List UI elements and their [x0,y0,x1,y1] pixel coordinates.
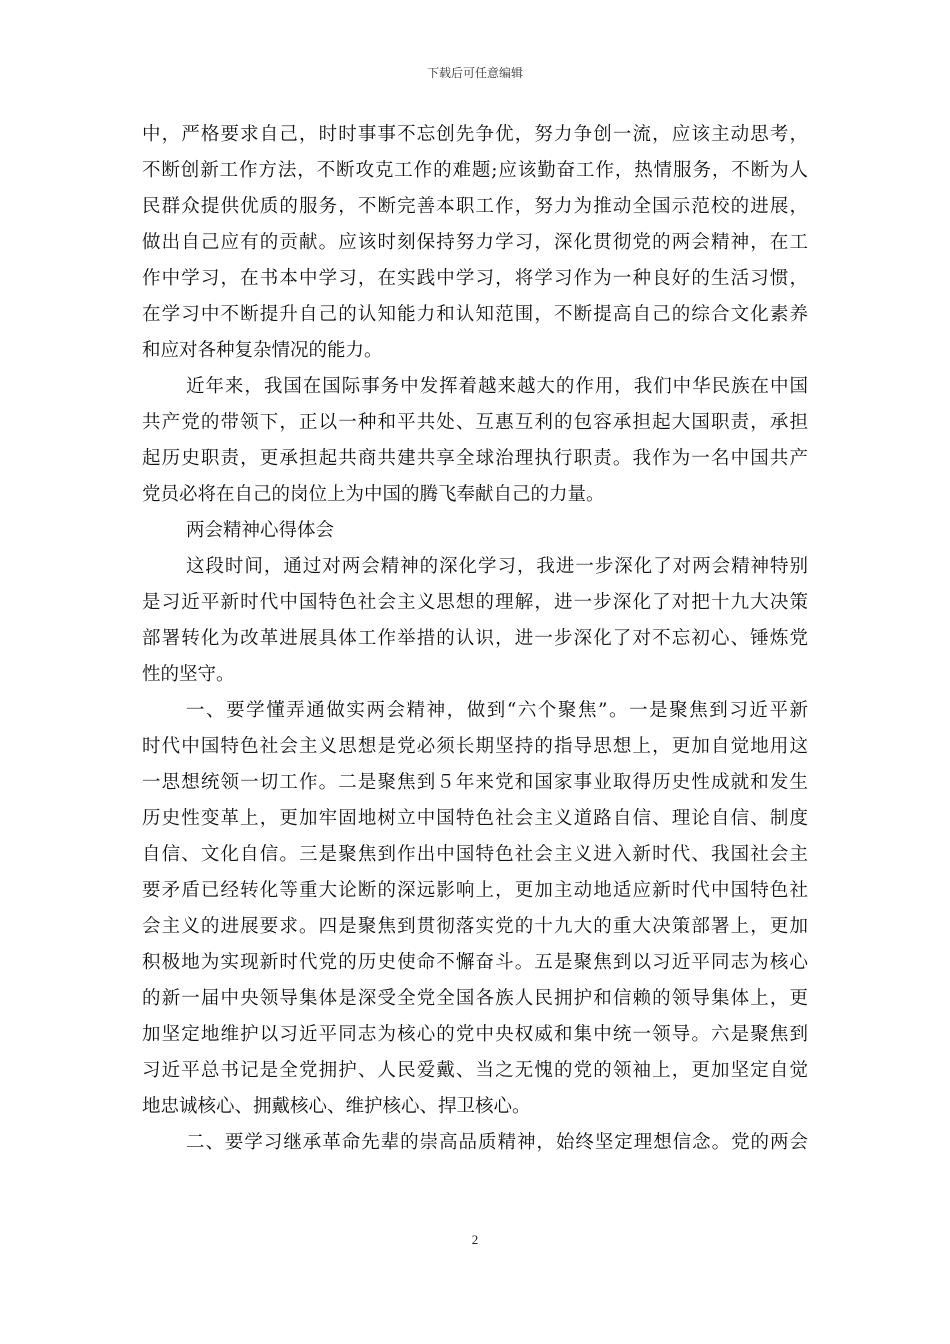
document-body [142,117,808,1161]
text-line: 一、要学懂弄通做实两会精神，做到“六个聚焦”。一是聚焦到习近平新 [186,700,808,721]
paragraph-international-role [142,369,808,513]
text-line: 部署转化为改革进展具体工作举措的认识，进一步深化了对不忘初心、锤炼党 [142,628,808,649]
heading-text: 两会精神心得体会 [186,520,335,541]
page-number: 2 [471,1232,479,1247]
paragraph-study-intro [142,549,808,693]
text-line: 自信、文化自信。三是聚焦到作出中国特色社会主义进入新时代、我国社会主 [142,844,808,865]
text-line: 加坚定地维护以习近平同志为核心的党中央权威和集中统一领导。六是聚焦到 [142,1024,808,1045]
paragraph-revolutionary-spirit [142,1125,808,1161]
text-line: 做出自己应有的贡献。应该时刻保持努力学习，深化贯彻党的两会精神，在工 [142,232,808,253]
section-heading [142,513,808,549]
page-header: 下载后可任意编辑 [426,66,523,80]
text-line: 中，严格要求自己，时时事事不忘创先争优，努力争创一流，应该主动思考， [142,124,808,145]
text-line: 性的坚守。 [142,664,235,685]
text-line: 是习近平新时代中国特色社会主义思想的理解，进一步深化了对把十九大决策 [142,592,808,613]
text-line: 近年来，我国在国际事务中发挥着越来越大的作用，我们中华民族在中国 [186,376,808,397]
text-line: 地忠诚核心、拥戴核心、维护核心、捍卫核心。 [142,1096,531,1117]
text-line: 历史性变革上，更加牢固地树立中国特色社会主义道路自信、理论自信、制度 [142,808,808,829]
text-line: 民群众提供优质的服务，不断完善本职工作，努力为推动全国示范校的进展， [142,196,808,217]
text-line: 党员必将在自己的岗位上为中国的腾飞奉献自己的力量。 [142,484,605,505]
text-line: 习近平总书记是全党拥护、人民爱戴、当之无愧的党的领袖上，更加坚定自觉 [142,1060,808,1081]
text-line: 时代中国特色社会主义思想是党必须长期坚持的指导思想上，更加自觉地用这 [142,736,808,757]
text-line: 二、要学习继承革命先辈的崇高品质精神，始终坚定理想信念。党的两会 [186,1132,808,1153]
text-line: 要矛盾已经转化等重大论断的深远影响上，更加主动地适应新时代中国特色社 [142,880,808,901]
text-line: 这段时间，通过对两会精神的深化学习，我进一步深化了对两会精神特别 [186,556,808,577]
text-line: 一思想统领一切工作。二是聚焦到５年来党和国家事业取得历史性成就和发生 [142,772,808,793]
paragraph-six-focuses [142,693,808,1125]
text-line: 和应对各种复杂情况的能力。 [142,340,383,361]
text-line: 在学习中不断提升自己的认知能力和认知范围，不断提高自己的综合文化素养 [142,304,808,325]
text-line: 的新一届中央领导集体是深受全党全国各族人民拥护和信赖的领导集体上，更 [142,988,808,1009]
text-line: 会主义的进展要求。四是聚焦到贯彻落实党的十九大的重大决策部署上，更加 [142,916,808,937]
text-line: 不断创新工作方法，不断攻克工作的难题;应该勤奋工作，热情服务，不断为人 [142,160,808,181]
text-line: 积极地为实现新时代党的历史使命不懈奋斗。五是聚焦到以习近平同志为核心 [142,952,808,973]
paragraph-continuation [142,117,808,369]
text-line: 作中学习，在书本中学习，在实践中学习，将学习作为一种良好的生活习惯， [142,268,808,289]
text-line: 共产党的带领下，正以一种和平共处、互惠互利的包容承担起大国职责，承担 [142,412,808,433]
text-line: 起历史职责，更承担起共商共建共享全球治理执行职责。我作为一名中国共产 [142,448,808,469]
